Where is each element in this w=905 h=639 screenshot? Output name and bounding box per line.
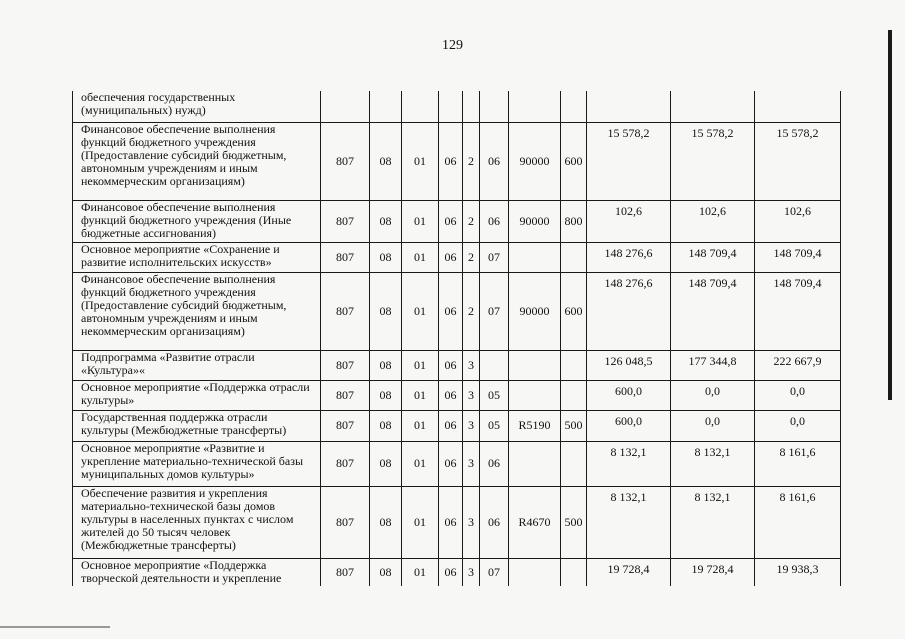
expense-type-cell: [561, 91, 587, 122]
ministry-code-cell: 807: [321, 272, 370, 350]
sum-year3-cell: 222 667,9: [755, 350, 841, 380]
expense-type-cell: 600: [561, 272, 587, 350]
item-code-cell: 06: [480, 441, 509, 486]
item-code-cell: [480, 91, 509, 122]
ministry-code-cell: 807: [321, 558, 370, 586]
item-code-cell: 05: [480, 380, 509, 410]
table-row: [73, 410, 841, 441]
program-code-cell: [439, 91, 463, 122]
subsection-code-cell: 01: [402, 200, 439, 242]
section-code-cell: 08: [370, 486, 402, 558]
sum-year2-cell: 8 132,1: [671, 486, 755, 558]
item-code-cell: [480, 350, 509, 380]
subprogram-code-cell: 3: [463, 380, 480, 410]
sum-year1-cell: 600,0: [587, 410, 671, 441]
subprogram-code-cell: 2: [463, 122, 480, 200]
section-code-cell: 08: [370, 200, 402, 242]
table-row: [73, 350, 841, 380]
sum-year3-cell: 8 161,6: [755, 441, 841, 486]
row-name-cell: Основное мероприятие «Развитие и укрепление материально-технической базы муниципальных домов культуры»: [73, 441, 321, 486]
item-code-cell: 06: [480, 122, 509, 200]
row-name-cell: обеспечения государственных (муниципальных) нужд): [73, 91, 321, 122]
subprogram-code-cell: 2: [463, 200, 480, 242]
program-code-cell: 06: [439, 272, 463, 350]
ministry-code-cell: 807: [321, 122, 370, 200]
subsection-code-cell: 01: [402, 441, 439, 486]
sum-year3-cell: 19 938,3: [755, 558, 841, 586]
sum-year1-cell: 126 048,5: [587, 350, 671, 380]
sum-year2-cell: 177 344,8: [671, 350, 755, 380]
expense-type-cell: 600: [561, 122, 587, 200]
ministry-code-cell: 807: [321, 410, 370, 441]
target-article-cell: [509, 350, 561, 380]
table-row: [73, 242, 841, 272]
expense-type-cell: [561, 350, 587, 380]
target-article-cell: [509, 558, 561, 586]
table-row: [73, 380, 841, 410]
item-code-cell: 06: [480, 486, 509, 558]
item-code-cell: 07: [480, 272, 509, 350]
sum-year2-cell: 0,0: [671, 380, 755, 410]
section-code-cell: 08: [370, 350, 402, 380]
target-article-cell: [509, 441, 561, 486]
ministry-code-cell: 807: [321, 242, 370, 272]
table-row: [73, 91, 841, 122]
row-name-cell: Подпрограмма «Развитие отрасли «Культура»«: [73, 350, 321, 380]
ministry-code-cell: 807: [321, 380, 370, 410]
sum-year2-cell: 148 709,4: [671, 272, 755, 350]
sum-year3-cell: 148 709,4: [755, 242, 841, 272]
scan-bottom-mark: [0, 626, 110, 628]
expense-type-cell: [561, 441, 587, 486]
program-code-cell: 06: [439, 410, 463, 441]
expense-type-cell: 500: [561, 486, 587, 558]
table-row: [73, 441, 841, 486]
subsection-code-cell: [402, 91, 439, 122]
sum-year3-cell: 102,6: [755, 200, 841, 242]
subprogram-code-cell: 3: [463, 441, 480, 486]
ministry-code-cell: 807: [321, 200, 370, 242]
ministry-code-cell: 807: [321, 441, 370, 486]
scan-edge-shadow: [888, 30, 892, 400]
subprogram-code-cell: 3: [463, 350, 480, 380]
section-code-cell: 08: [370, 441, 402, 486]
target-article-cell: R4670: [509, 486, 561, 558]
ministry-code-cell: 807: [321, 486, 370, 558]
item-code-cell: 06: [480, 200, 509, 242]
target-article-cell: 90000: [509, 200, 561, 242]
row-name-cell: Финансовое обеспечение выполнения функций бюджетного учреждения (Предоставление субсидий бюджетным, автономным учреждениям и иным некоммерческим организациям): [73, 122, 321, 200]
subprogram-code-cell: 3: [463, 410, 480, 441]
expense-type-cell: 800: [561, 200, 587, 242]
target-article-cell: [509, 380, 561, 410]
sum-year2-cell: 102,6: [671, 200, 755, 242]
page-number: 129: [442, 38, 463, 53]
program-code-cell: 06: [439, 380, 463, 410]
row-name-cell: Государственная поддержка отрасли культуры (Межбюджетные трансферты): [73, 410, 321, 441]
section-code-cell: [370, 91, 402, 122]
sum-year1-cell: 19 728,4: [587, 558, 671, 586]
subsection-code-cell: 01: [402, 350, 439, 380]
subprogram-code-cell: 3: [463, 486, 480, 558]
section-code-cell: 08: [370, 272, 402, 350]
subsection-code-cell: 01: [402, 410, 439, 441]
program-code-cell: 06: [439, 441, 463, 486]
target-article-cell: 90000: [509, 122, 561, 200]
expense-type-cell: 500: [561, 410, 587, 441]
table-row: [73, 272, 841, 350]
sum-year1-cell: 148 276,6: [587, 242, 671, 272]
table-row: [73, 558, 841, 586]
program-code-cell: 06: [439, 486, 463, 558]
expense-type-cell: [561, 380, 587, 410]
program-code-cell: 06: [439, 350, 463, 380]
item-code-cell: 07: [480, 242, 509, 272]
sum-year3-cell: 15 578,2: [755, 122, 841, 200]
target-article-cell: [509, 91, 561, 122]
sum-year1-cell: 8 132,1: [587, 441, 671, 486]
table-row: [73, 486, 841, 558]
target-article-cell: R5190: [509, 410, 561, 441]
sum-year3-cell: 0,0: [755, 410, 841, 441]
table-row: [73, 200, 841, 242]
sum-year3-cell: 8 161,6: [755, 486, 841, 558]
ministry-code-cell: 807: [321, 350, 370, 380]
expense-type-cell: [561, 558, 587, 586]
subsection-code-cell: 01: [402, 558, 439, 586]
sum-year1-cell: 600,0: [587, 380, 671, 410]
sum-year3-cell: 148 709,4: [755, 272, 841, 350]
program-code-cell: 06: [439, 200, 463, 242]
section-code-cell: 08: [370, 380, 402, 410]
sum-year2-cell: 0,0: [671, 410, 755, 441]
sum-year1-cell: 148 276,6: [587, 272, 671, 350]
sum-year3-cell: 0,0: [755, 380, 841, 410]
budget-table: [72, 91, 841, 586]
section-code-cell: 08: [370, 558, 402, 586]
sum-year1-cell: 8 132,1: [587, 486, 671, 558]
item-code-cell: 05: [480, 410, 509, 441]
subsection-code-cell: 01: [402, 272, 439, 350]
row-name-cell: Основное мероприятие «Поддержка творческой деятельности и укрепление: [73, 558, 321, 586]
sum-year2-cell: [671, 91, 755, 122]
section-code-cell: 08: [370, 410, 402, 441]
ministry-code-cell: [321, 91, 370, 122]
section-code-cell: 08: [370, 122, 402, 200]
row-name-cell: Финансовое обеспечение выполнения функций бюджетного учреждения (Иные бюджетные ассигнования): [73, 200, 321, 242]
sum-year1-cell: [587, 91, 671, 122]
subprogram-code-cell: [463, 91, 480, 122]
program-code-cell: 06: [439, 558, 463, 586]
subprogram-code-cell: 2: [463, 272, 480, 350]
target-article-cell: 90000: [509, 272, 561, 350]
subsection-code-cell: 01: [402, 122, 439, 200]
section-code-cell: 08: [370, 242, 402, 272]
subprogram-code-cell: 2: [463, 242, 480, 272]
row-name-cell: Обеспечение развития и укрепления материально-технической базы домов культуры в населенных пунктах с числом жителей до 50 тысяч человек (Межбюджетные трансферты): [73, 486, 321, 558]
sum-year2-cell: 19 728,4: [671, 558, 755, 586]
program-code-cell: 06: [439, 122, 463, 200]
row-name-cell: Финансовое обеспечение выполнения функций бюджетного учреждения (Предоставление субсидий бюджетным, автономным учреждениям и иным некоммерческим организациям): [73, 272, 321, 350]
table-row: [73, 122, 841, 200]
program-code-cell: 06: [439, 242, 463, 272]
subprogram-code-cell: 3: [463, 558, 480, 586]
expense-type-cell: [561, 242, 587, 272]
row-name-cell: Основное мероприятие «Сохранение и развитие исполнительских искусств»: [73, 242, 321, 272]
target-article-cell: [509, 242, 561, 272]
subsection-code-cell: 01: [402, 380, 439, 410]
item-code-cell: 07: [480, 558, 509, 586]
subsection-code-cell: 01: [402, 242, 439, 272]
subsection-code-cell: 01: [402, 486, 439, 558]
sum-year1-cell: 15 578,2: [587, 122, 671, 200]
sum-year1-cell: 102,6: [587, 200, 671, 242]
row-name-cell: Основное мероприятие «Поддержка отрасли культуры»: [73, 380, 321, 410]
sum-year3-cell: [755, 91, 841, 122]
sum-year2-cell: 148 709,4: [671, 242, 755, 272]
sum-year2-cell: 8 132,1: [671, 441, 755, 486]
sum-year2-cell: 15 578,2: [671, 122, 755, 200]
